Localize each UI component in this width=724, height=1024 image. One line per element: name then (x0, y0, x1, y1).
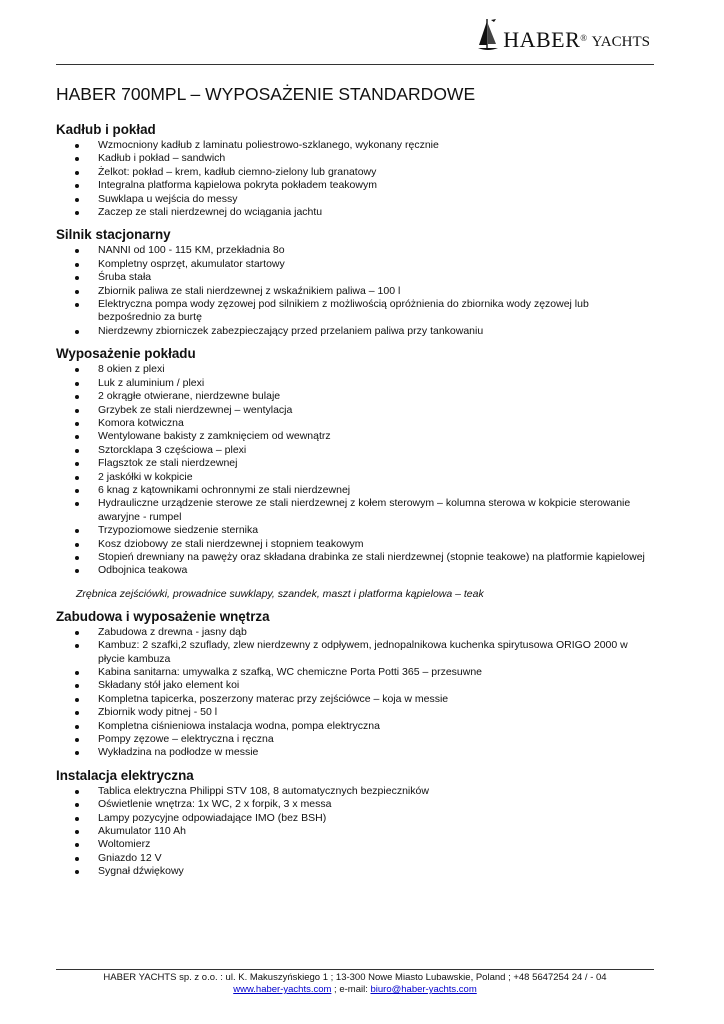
bullet-icon (75, 556, 79, 560)
list-item (56, 484, 654, 497)
list-item (56, 404, 654, 417)
list-item (56, 865, 654, 878)
list-item (56, 639, 654, 666)
sailboat-logo-icon (477, 18, 499, 52)
bullet-icon (75, 684, 79, 688)
list-item-text: Oświetlenie wnętrza: 1x WC, 2 x forpik, 3 x messa (98, 798, 332, 811)
bullet-icon (75, 790, 79, 794)
list-item (56, 285, 654, 298)
list-item-text: Wykładzina na podłodze w messie (98, 746, 259, 759)
list-item-text: Śruba stała (98, 271, 152, 284)
list-item-text: Suwklapa u wejścia do messy (98, 192, 238, 205)
list-item (56, 746, 654, 759)
section-heading: Zabudowa i wyposażenie wnętrza (56, 608, 270, 624)
bullet-icon (75, 725, 79, 729)
list-item (56, 444, 654, 457)
list-item-text: Flagsztok ze stali nierdzewnej (98, 457, 238, 470)
bullet-list (56, 139, 654, 219)
list-item-text: Komora kotwiczna (98, 416, 184, 429)
list-item-text: Stopień drewniany na pawęży oraz składana drabinka ze stali nierdzewnej (stopnie teakowe) na platformie kąpielowej (98, 550, 645, 563)
bullet-icon (75, 184, 79, 188)
bullet-icon (75, 543, 79, 547)
bullet-list (56, 785, 654, 879)
section-heading: Kadłub i pokład (56, 122, 156, 137)
list-item (56, 785, 654, 798)
list-item (56, 417, 654, 430)
bullet-icon (75, 303, 79, 307)
list-item-text: 8 okien z plexi (98, 363, 165, 376)
list-item-text: Kompletny osprzęt, akumulator startowy (98, 257, 285, 270)
list-item (56, 457, 654, 470)
list-item (56, 166, 654, 179)
bullet-icon (75, 830, 79, 834)
footer-contact (56, 984, 654, 996)
section (56, 768, 654, 879)
bullet-list (56, 626, 654, 760)
bullet-icon (75, 211, 79, 215)
bullet-icon (75, 817, 79, 821)
list-item-text: Kadłub i pokład – sandwich (98, 152, 226, 165)
list-item-text: Kosz dziobowy ze stali nierdzewnej i stopniem teakowym (98, 537, 364, 550)
list-item (56, 666, 654, 679)
list-item-text: Integralna platforma kąpielowa pokryta pokładem teakowym (98, 179, 377, 192)
list-item-text: Wzmocniony kadłub z laminatu poliestrowo-szklanego, wykonany ręcznie (98, 139, 439, 151)
list-item-text: Składany stół jako element koi (98, 679, 240, 692)
list-item-text: Zbiornik wody pitnej - 50 l (98, 706, 218, 719)
section (56, 346, 654, 601)
bullet-icon (75, 857, 79, 861)
haber-yachts-logo (477, 18, 650, 52)
list-item-text: NANNI od 100 - 115 KM, przekładnia 8o (98, 244, 285, 257)
list-item (56, 497, 654, 524)
bullet-icon (75, 435, 79, 439)
list-item-text: 2 jaskółki w kokpicie (98, 470, 193, 483)
list-item (56, 206, 654, 219)
footer-divider (56, 969, 654, 970)
list-item (56, 471, 654, 484)
email-link[interactable]: biuro@haber-yachts.com (370, 984, 477, 995)
list-item (56, 258, 654, 271)
section-heading: Wyposażenie pokładu (56, 346, 196, 362)
list-item-text: Luk z aluminium / plexi (98, 376, 205, 389)
list-item (56, 179, 654, 192)
list-item-text: Sztorcklapa 3 częściowa – plexi (98, 443, 247, 456)
list-item (56, 538, 654, 551)
bullet-icon (75, 263, 79, 267)
list-item (56, 271, 654, 284)
page-header (56, 14, 654, 66)
list-item (56, 524, 654, 537)
list-item (56, 812, 654, 825)
list-item-text: Kompletna tapicerka, poszerzony materac przy zejściówce – koja w messie (98, 692, 449, 705)
list-item (56, 390, 654, 403)
bullet-icon (75, 870, 79, 874)
list-item (56, 152, 654, 165)
bullet-icon (75, 644, 79, 648)
list-item (56, 430, 654, 443)
list-item-text: Tablica elektryczna Philippi STV 108, 8 automatycznych bezpieczników (98, 784, 429, 797)
bullet-icon (75, 395, 79, 399)
bullet-icon (75, 249, 79, 253)
list-item (56, 679, 654, 692)
bullet-icon (75, 671, 79, 675)
list-item-text: Wentylowane bakisty z zamknięciem od wewnątrz (98, 430, 331, 443)
list-item (56, 626, 654, 639)
list-item (56, 720, 654, 733)
list-item (56, 798, 654, 811)
bullet-icon (75, 382, 79, 386)
list-item (56, 564, 654, 577)
list-item (56, 244, 654, 257)
list-item-text: Gniazdo 12 V (98, 851, 162, 864)
list-item-text: Zaczep ze stali nierdzewnej do wciągania jachtu (98, 206, 323, 219)
bullet-icon (75, 449, 79, 453)
bullet-icon (75, 422, 79, 426)
list-item-text: Woltomierz (98, 838, 151, 851)
bullet-icon (75, 711, 79, 715)
bullet-list (56, 363, 654, 578)
bullet-icon (75, 751, 79, 755)
list-item-text: Kambuz: 2 szafki,2 szuflady, zlew nierdzewny z odpływem, jednopalnikowa kuchenka spirytusowa ORIGO 2000 w płycie kambuza (98, 639, 628, 665)
bullet-icon (75, 843, 79, 847)
list-item (56, 825, 654, 838)
bullet-icon (75, 476, 79, 480)
list-item-text: Lampy pozycyjne odpowiadające IMO (bez BSH) (98, 811, 327, 824)
list-item (56, 139, 654, 152)
bullet-icon (75, 698, 79, 702)
list-item (56, 363, 654, 376)
bullet-icon (75, 738, 79, 742)
brand-suffix: YACHTS (591, 34, 650, 50)
list-item (56, 377, 654, 390)
list-item-text: Nierdzewny zbiorniczek zabezpieczający przed przelaniem paliwa przy tankowaniu (98, 324, 484, 337)
bullet-icon (75, 803, 79, 807)
website-link[interactable]: www.haber-yachts.com (233, 984, 332, 995)
bullet-icon (75, 198, 79, 202)
bullet-icon (75, 462, 79, 466)
list-item (56, 693, 654, 706)
list-item-text: Zbiornik paliwa ze stali nierdzewnej z wskaźnikiem paliwa – 100 l (98, 284, 401, 297)
bullet-icon (75, 157, 79, 161)
footer-address: HABER YACHTS sp. z o.o. : ul. K. Makuszyńskiego 1 ; 13-300 Nowe Miasto Lubawskie, Poland ; +48 5647254 24 / - 04 (103, 972, 607, 983)
list-item-text: Elektryczna pompa wody zęzowej pod silnikiem z możliwością opróżnienia do zbiornika wody zęzowej lub bezpośrednio za burtę (98, 298, 589, 324)
section-heading: Instalacja elektryczna (56, 767, 194, 783)
page-title: HABER 700MPL – WYPOSAŻENIE STANDARDOWE (56, 84, 476, 104)
list-item (56, 838, 654, 851)
list-item (56, 325, 654, 338)
list-item-text: Akumulator 110 Ah (98, 825, 186, 838)
bullet-icon (75, 529, 79, 533)
list-item (56, 706, 654, 719)
brand-name: HABER® (503, 27, 588, 52)
bullet-icon (75, 144, 79, 148)
header-divider (56, 64, 654, 65)
page-footer (56, 972, 654, 996)
section (56, 227, 654, 338)
section-note: Zrębnica zejściówki, prowadnice suwklapy, szandek, maszt i platforma kąpielowa – teak (76, 587, 484, 600)
bullet-icon (75, 368, 79, 372)
list-item-text: Trzypoziomowe siedzenie sternika (98, 524, 259, 537)
bullet-icon (75, 569, 79, 573)
list-item (56, 551, 654, 564)
bullet-icon (75, 290, 79, 294)
list-item-text: 6 knag z kątownikami ochronnymi ze stali nierdzewnej (98, 483, 351, 496)
section (56, 122, 654, 219)
document-body (56, 122, 654, 887)
bullet-icon (75, 502, 79, 506)
list-item-text: 2 okrągłe otwierane, nierdzewne bulaje (98, 390, 281, 403)
bullet-icon (75, 276, 79, 280)
section (56, 609, 654, 760)
list-item-text: Żelkot: pokład – krem, kadłub ciemno-zielony lub granatowy (98, 165, 377, 178)
bullet-icon (75, 631, 79, 635)
list-item-text: Odbojnica teakowa (98, 564, 188, 577)
list-item-text: Hydrauliczne urządzenie sterowe ze stali nierdzewnej z kołem sterowym – kolumna sterowa w kokpicie sterowanie awaryjne - rumpel (98, 497, 631, 523)
list-item-text: Pompy zęzowe – elektryczna i ręczna (98, 733, 274, 746)
bullet-list (56, 244, 654, 338)
bullet-icon (75, 330, 79, 334)
bullet-icon (75, 171, 79, 175)
list-item-text: Sygnał dźwiękowy (98, 865, 184, 878)
list-item-text: Kabina sanitarna: umywalka z szafką, WC chemiczne Porta Potti 365 – przesuwne (98, 666, 483, 678)
list-item (56, 193, 654, 206)
list-item-text: Grzybek ze stali nierdzewnej – wentylacja (98, 403, 293, 416)
list-item-text: Kompletna ciśnieniowa instalacja wodna, pompa elektryczna (98, 719, 380, 732)
list-item (56, 733, 654, 746)
bullet-icon (75, 489, 79, 493)
list-item (56, 298, 654, 325)
section-heading: Silnik stacjonarny (56, 227, 171, 243)
list-item (56, 852, 654, 865)
bullet-icon (75, 409, 79, 413)
list-item-text: Zabudowa z drewna - jasny dąb (98, 625, 247, 638)
footer-separator: ; e-mail: (331, 984, 371, 995)
